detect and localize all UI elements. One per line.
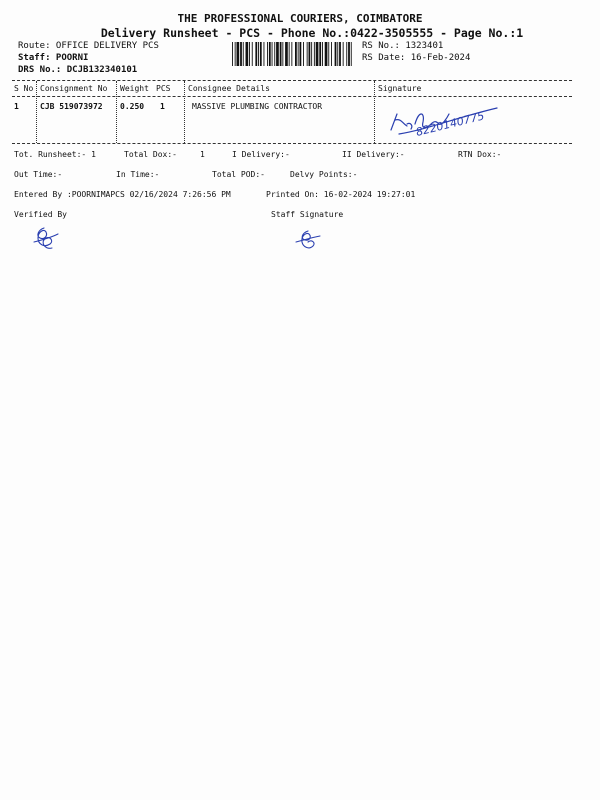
verifier-signature-mark (30, 224, 60, 254)
barcode-bar (322, 42, 323, 66)
column-divider (116, 81, 117, 143)
staff-label: Staff: POORNI (18, 53, 89, 63)
barcode-image (232, 42, 352, 66)
tot-runsheet: Tot. Runsheet:- 1 (14, 150, 96, 159)
barcode-bar (255, 42, 257, 66)
barcode-bar (252, 42, 253, 66)
barcode-bar (243, 42, 244, 66)
column-divider (36, 81, 37, 143)
barcode-bar (346, 42, 347, 66)
staff-signature-mark (292, 228, 322, 254)
barcode-bar (260, 42, 262, 66)
barcode-bar (335, 42, 337, 66)
rs-date: RS Date: 16-Feb-2024 (362, 53, 471, 63)
rs-number: RS No.: 1323401 (362, 41, 444, 51)
barcode-bar (328, 42, 329, 66)
barcode-bar (339, 42, 341, 66)
in-time: In Time:- (116, 170, 160, 179)
header-sno: S No (14, 84, 34, 93)
total-pod: Total POD:- (212, 170, 265, 179)
barcode-bar (249, 42, 250, 66)
barcode-bar (235, 42, 236, 66)
table-bottom-rule (12, 143, 572, 144)
company-name: THE PROFESSIONAL COURIERS, COIMBATORE (177, 12, 423, 25)
printed-on: Printed On: 16-02-2024 19:27:01 (266, 190, 416, 199)
header-signature: Signature (378, 84, 422, 93)
barcode-bar (325, 42, 328, 66)
barcode-bar (309, 42, 311, 66)
out-time: Out Time:- (14, 170, 63, 179)
column-divider (184, 81, 185, 143)
document-title: Delivery Runsheet - PCS - Phone No.:0422-3505555 - Page No.:1 (100, 26, 524, 40)
barcode-bar (232, 42, 233, 66)
column-divider (374, 81, 375, 143)
barcode-bar (343, 42, 344, 66)
barcode-bar (276, 42, 279, 66)
i-delivery: I Delivery:- (232, 150, 290, 159)
barcode-bar (237, 42, 240, 66)
header-pcs: PCS (156, 84, 171, 93)
barcode-bar (258, 42, 259, 66)
handwritten-signature (385, 100, 505, 142)
barcode-bar (240, 42, 242, 66)
barcode-bar (285, 42, 288, 66)
barcode-bar (348, 42, 350, 66)
row-sno: 1 (14, 102, 19, 111)
row-pcs: 1 (160, 102, 165, 111)
barcode-bar (307, 42, 308, 66)
ii-delivery: II Delivery:- (342, 150, 405, 159)
barcode-bar (303, 42, 304, 66)
barcode-bar (351, 42, 352, 66)
table-top-rule (12, 80, 572, 81)
total-dox-label: Total Dox:- (124, 150, 177, 159)
staff-signature-label: Staff Signature (271, 210, 344, 219)
row-consignment: CJB 519073972 (40, 102, 103, 111)
barcode-bar (319, 42, 321, 66)
barcode-bar (267, 42, 268, 66)
route-label: Route: OFFICE DELIVERY PCS (18, 41, 159, 51)
barcode-bar (295, 42, 297, 66)
barcode-bar (280, 42, 282, 66)
barcode-bar (291, 42, 292, 66)
barcode-bar (282, 42, 283, 66)
header-weight: Weight (120, 84, 149, 93)
barcode-bar (300, 42, 302, 66)
barcode-bar (311, 42, 312, 66)
barcode-bar (246, 42, 249, 66)
row-consignee: MASSIVE PLUMBING CONTRACTOR (192, 102, 323, 111)
barcode-bar (337, 42, 338, 66)
barcode-bar (274, 42, 275, 66)
drs-number: DRS No.: DCJB132340101 (18, 65, 138, 75)
header-consignee: Consignee Details (188, 84, 270, 93)
handwritten-number: 8220140775 (414, 109, 486, 139)
barcode-bar (272, 42, 273, 66)
table-header-rule (12, 96, 572, 97)
barcode-bar (316, 42, 319, 66)
entered-by: Entered By :POORNIMAPCS 02/16/2024 7:26:56 PM (14, 190, 231, 199)
rtn-dox: RTN Dox:- (458, 150, 502, 159)
total-dox-value: 1 (200, 150, 205, 159)
barcode-bar (331, 42, 332, 66)
barcode-bar (298, 42, 299, 66)
barcode-bar (269, 42, 271, 66)
barcode-bar (314, 42, 315, 66)
barcode-bar (264, 42, 265, 66)
barcode-bar (289, 42, 290, 66)
delvy-points: Delvy Points:- (290, 170, 358, 179)
verified-by-label: Verified By (14, 210, 67, 219)
header-consignment: Consignment No (40, 84, 108, 93)
row-weight: 0.250 (120, 102, 145, 111)
